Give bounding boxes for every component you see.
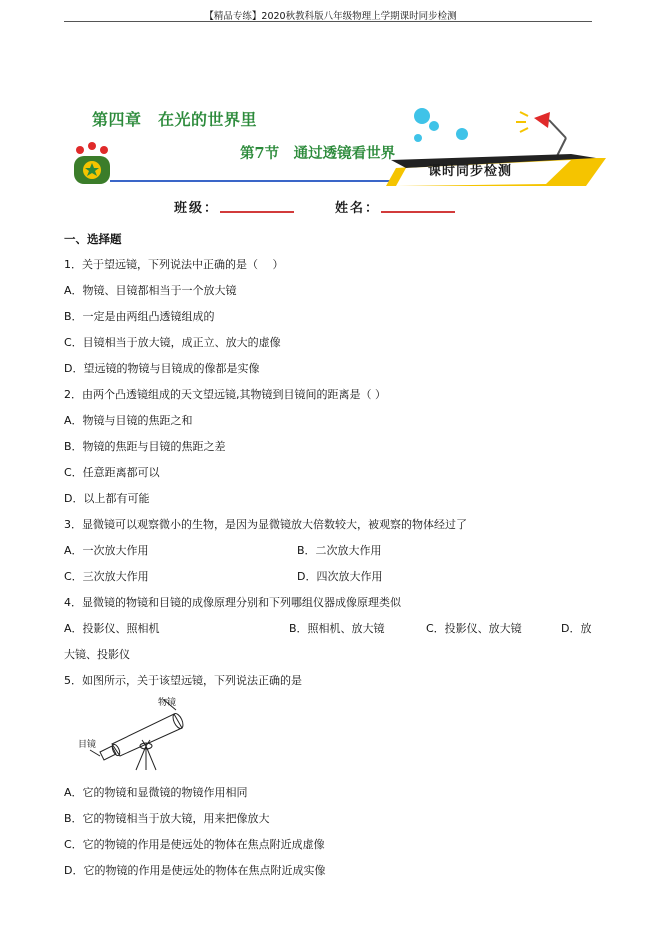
q1-option-b: B．一定是由两组凸透镜组成的: [64, 310, 215, 323]
q3-option-a: A．一次放大作用: [64, 544, 149, 557]
figure-label-eyepiece: 目镜: [78, 740, 97, 750]
banner-tag: 课时同步检测: [428, 164, 513, 179]
q4-option-d: D．放: [561, 622, 592, 635]
figure-label-objective: 物镜: [158, 698, 177, 708]
q1-stem: 1．关于望远镜，下列说法中正确的是（ ）: [64, 258, 284, 271]
chapter-title: 第四章 在光的世界里: [92, 110, 258, 129]
q2-option-d: D．以上都有可能: [64, 492, 150, 505]
q2-stem: 2．由两个凸透镜组成的天文望远镜,其物镜到目镜间的距离是（ ）: [64, 388, 386, 401]
q3-option-c: C．三次放大作用: [64, 570, 149, 583]
q1-option-a: A．物镜、目镜都相当于一个放大镜: [64, 284, 237, 297]
name-input-line[interactable]: [381, 211, 455, 213]
header-divider: [64, 21, 592, 22]
q2-option-a: A．物镜与目镜的焦距之和: [64, 414, 193, 427]
q4-option-d-continued: 大镜、投影仪: [64, 648, 130, 661]
page-header: 【精品专练】2020秋教科版八年级物理上学期课时同步检测: [204, 11, 457, 22]
class-input-line[interactable]: [220, 211, 294, 213]
student-fields: [0, 197, 661, 217]
q3-stem: 3．显微镜可以观察微小的生物，是因为显微镜放大倍数较大，被观察的物体经过了: [64, 518, 467, 531]
q4-option-a: A．投影仪、照相机: [64, 622, 160, 635]
q5-option-b: B．它的物镜相当于放大镜，用来把像放大: [64, 812, 270, 825]
class-label: 班级：: [174, 201, 220, 216]
q5-option-a: A．它的物镜和显微镜的物镜作用相同: [64, 786, 248, 799]
q2-option-c: C．任意距离都可以: [64, 466, 160, 479]
q5-option-c: C．它的物镜的作用是使远处的物体在焦点附近成虚像: [64, 838, 325, 851]
q4-option-b: B．照相机、放大镜: [289, 622, 385, 635]
q2-option-b: B．物镜的焦距与目镜的焦距之差: [64, 440, 226, 453]
q4-option-c: C．投影仪、放大镜: [426, 622, 522, 635]
section-heading: 一、选择题: [64, 232, 122, 246]
q1-option-d: D．望远镜的物镜与目镜成的像都是实像: [64, 362, 260, 375]
q4-stem: 4．显微镜的物镜和目镜的成像原理分别和下列哪组仪器成像原理类似: [64, 596, 401, 609]
q1-option-c: C．目镜相当于放大镜，成正立、放大的虚像: [64, 336, 281, 349]
name-label: 姓名：: [335, 201, 381, 216]
telescope-figure: [64, 694, 204, 774]
q3-option-b: B．二次放大作用: [297, 544, 382, 557]
q3-option-d: D．四次放大作用: [297, 570, 383, 583]
q5-option-d: D．它的物镜的作用是使远处的物体在焦点附近成实像: [64, 864, 326, 877]
section-title: 第7节 通过透镜看世界: [240, 145, 396, 162]
q5-stem: 5．如图所示，关于该望远镜，下列说法正确的是: [64, 674, 302, 687]
